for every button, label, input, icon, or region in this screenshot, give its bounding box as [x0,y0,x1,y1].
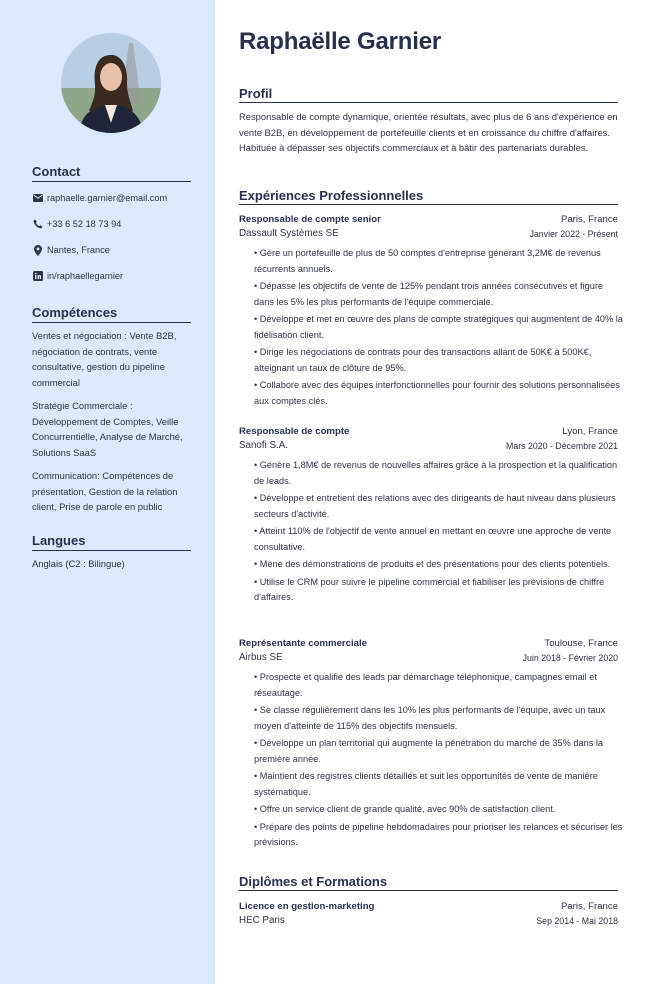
contact-linkedin-text: in/raphaellegarnier [47,271,124,281]
job-bullet: • Développe et entretient des relations avec des dirigeants de haut niveau dans plusieurs secteurs d'activité. [254,491,624,522]
job-dates: Janvier 2022 - Présent [529,228,618,239]
job-title: Responsable de compte senior [239,213,381,225]
skill-item: Ventes et négociation : Vente B2B, négociation de contrats, vente consultative, gestion du pipeline commercial [32,330,177,388]
skills-title: Compétences [32,305,191,323]
languages-title: Langues [32,533,191,551]
profile-title: Profil [239,86,618,103]
candidate-name: Raphaëlle Garnier [239,28,442,55]
job-bullets [254,246,623,409]
skill-item: Stratégie Commerciale : Développement de Comptes, Veille Concurrentielle, Analyse de Marché, Solutions SaaS [32,400,183,458]
job-bullet: • Prospecte et qualifie des leads par démarchage téléphonique, campagnes email et réseautage. [254,670,624,701]
job-bullet: • Maintient des registres clients détaillés et suit les opportunités de vente de manière systématique. [254,769,624,800]
job-bullet: • Utilise le CRM pour suivre le pipeline commercial et fiabiliser les prévisions de chiffre d'affaires. [254,575,624,606]
job-bullet: • Collabore avec des équipes interfonctionnelles pour fournir des solutions personnalisées aux comptes clés. [254,378,624,409]
job-location: Toulouse, France [544,637,618,649]
job-bullet: • Développe un plan territorial qui augmente la pénétration du marché de 35% dans la première année. [254,736,624,767]
job-bullet: • Se classe régulièrement dans les 10% les plus performants de l'équipe, avec un taux moyen d'atteinte de 115% des objectifs mensuels. [254,703,624,734]
job-dates: Juin 2018 - Février 2020 [522,652,618,663]
profile-photo [61,33,161,133]
job-bullet: • Atteint 110% de l'objectif de vente annuel en mettant en œuvre une approche de vente consultative. [254,524,624,555]
language-item: Anglais (C2 : Bilingue) [32,558,125,569]
job-entry [239,212,623,411]
contact-location [32,243,191,257]
profile-text: Responsable de compte dynamique, orientée résultats, avec plus de 6 ans d'expérience en vente B2B, en développement de portefeuille clients et en croissance du chiffre d'affaires. Habituée à dépasser ses objectifs commerciaux et à bâtir des partenariats durables. [239,111,618,153]
skills-list [32,328,191,515]
contact-location-text: Nantes, France [47,245,110,255]
skills-section [32,305,191,515]
job-title: Représentante commerciale [239,637,367,649]
email-icon [32,193,43,204]
job-dates: Mars 2020 - Décembre 2021 [506,440,618,451]
education-school: HEC Paris [239,915,285,926]
languages-list [32,556,191,572]
education-title: Diplômes et Formations [239,874,618,891]
job-company: Airbus SE [239,652,283,663]
contact-phone-text: +33 6 52 18 73 94 [47,219,122,229]
job-bullet: • Mène des démonstrations de produits et des présentations pour des clients potentiels. [254,557,624,573]
location-pin-icon [32,245,43,256]
job-bullets [254,458,618,606]
job-entry [239,636,623,853]
job-bullet: • Offre un service client de grande qualité, avec 90% de satisfaction client. [254,802,624,818]
contact-title: Contact [32,164,191,182]
phone-icon [32,219,43,230]
contact-section [32,164,191,283]
skill-item: Communication: Compétences de présentation, Gestion de la relation client, Prise de parole en public [32,470,178,512]
job-bullet: • Développe et met en œuvre des plans de compte stratégiques qui augmentent de 40% la fidélisation client. [254,312,624,343]
contact-linkedin[interactable] [32,269,191,283]
education-location: Paris, France [560,900,618,912]
linkedin-icon [32,271,43,282]
job-title: Responsable de compte [239,425,350,437]
contact-email[interactable] [32,191,191,205]
job-bullet: • Génère 1,8M€ de revenus de nouvelles affaires grâce à la prospection et la qualification de leads. [254,458,624,489]
education-dates: Sep 2014 - Mai 2018 [536,915,618,926]
job-bullet: • Dirige les négociations de contrats pour des transactions allant de 50K€ à 500K€, atteignant un taux de clôture de 95%. [254,345,624,376]
job-bullet: • Prépare des points de pipeline hebdomadaires pour prioriser les relances et sécuriser les prévisions. [254,820,624,851]
job-company: Dassault Systèmes SE [239,228,339,239]
education-degree: Licence en gestion-marketing [239,900,375,912]
job-bullets [254,670,623,851]
contact-phone[interactable] [32,217,191,231]
education-entry [239,899,618,928]
job-entry [239,424,618,608]
languages-section [32,533,191,572]
experience-title: Expériences Professionnelles [239,188,618,205]
job-location: Paris, France [560,213,618,225]
contact-email-text: raphaelle.garnier@email.com [47,193,168,203]
contact-list [32,191,191,283]
job-bullet: • Gère un portefeuille de plus de 50 comptes d'entreprise générant 3,2M€ de revenus récurrents annuels. [254,246,624,277]
job-bullet: • Dépasse les objectifs de vente de 125% pendant trois années consécutives et figure dans les 5% les plus performants de l'équipe commerciale. [254,279,624,310]
sidebar [0,0,215,984]
job-company: Sanofi S.A. [239,440,289,451]
job-location: Lyon, France [562,425,618,437]
